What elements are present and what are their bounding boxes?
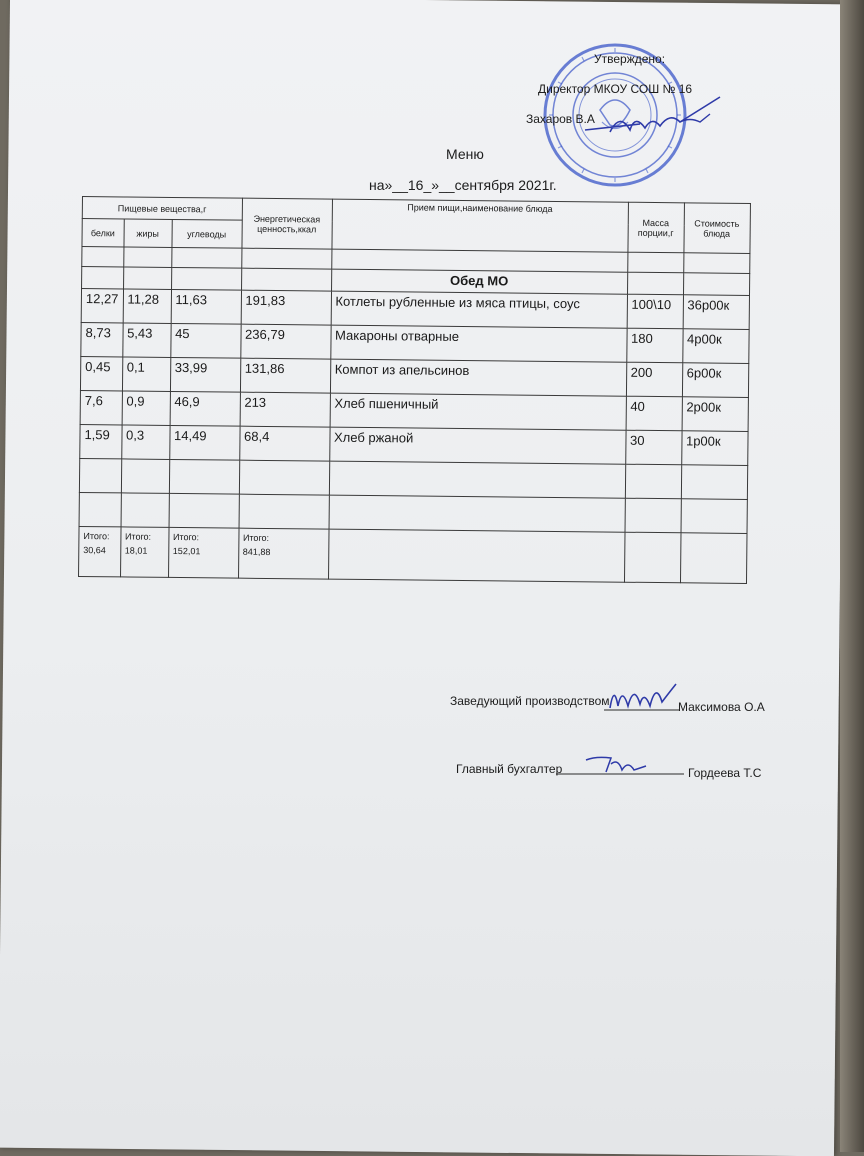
header-carbs: углеводы	[172, 219, 242, 248]
background-edge	[840, 0, 864, 1152]
menu-table	[78, 196, 750, 584]
cell-fat: 0,9	[122, 391, 170, 426]
production-manager-name: Максимова О.А	[678, 700, 765, 714]
cell-carbs: 45	[170, 323, 240, 358]
chief-accountant-name: Гордеева Т.С	[688, 766, 762, 780]
cell-protein: 0,45	[80, 356, 122, 390]
cell-energy: 131,86	[240, 358, 330, 393]
section-title: Обед МО	[331, 269, 627, 294]
cell-fat: 0,3	[121, 425, 169, 460]
cell-cost: 1р00к	[681, 431, 747, 466]
header-protein: белки	[82, 219, 124, 247]
menu-date: на»__16_»__сентября 2021г.	[369, 177, 557, 193]
cell-cost: 6р00к	[682, 363, 748, 398]
page-title: Меню	[446, 146, 484, 162]
director-signature	[580, 92, 730, 142]
total-label: Итого:	[83, 531, 110, 542]
total-protein-cell	[79, 526, 121, 576]
chief-accountant-signature	[556, 750, 686, 780]
cell-energy: 191,83	[241, 290, 331, 325]
cell-dish: Компот из апельсинов	[330, 359, 626, 396]
cell-protein: 8,73	[81, 322, 123, 356]
cell-fat: 5,43	[122, 323, 170, 358]
total-fat: 18,01	[124, 545, 148, 556]
header-fat: жиры	[124, 219, 172, 248]
cell-protein: 1,59	[80, 424, 122, 458]
total-fat-cell	[120, 527, 169, 577]
cell-mass: 40	[626, 396, 682, 431]
cell-fat: 11,28	[123, 289, 171, 324]
cell-energy: 68,4	[239, 426, 329, 461]
cell-protein: 7,6	[80, 390, 122, 424]
cell-mass: 180	[626, 328, 682, 363]
header-nutrients: Пищевые вещества,г	[82, 197, 242, 221]
total-label: Итого:	[172, 531, 200, 543]
header-energy: Энергетическая ценность,ккал	[242, 198, 333, 249]
cell-cost: 4р00к	[682, 329, 748, 364]
cell-carbs: 11,63	[171, 289, 241, 324]
total-label: Итого:	[242, 532, 270, 543]
totals-row	[79, 526, 747, 583]
production-manager-label: Заведующий производством	[450, 694, 610, 708]
cell-mass: 200	[626, 362, 682, 397]
cell-dish: Котлеты рубленные из мяса птицы, соус	[331, 291, 627, 328]
total-energy-cell	[238, 528, 329, 579]
total-energy: 841,88	[242, 546, 271, 557]
cell-cost: 36р00к	[683, 295, 749, 330]
director-name: Захаров В.А	[526, 112, 595, 126]
cell-dish: Хлеб ржаной	[329, 427, 625, 464]
cell-carbs: 14,49	[169, 425, 239, 460]
header-cost: Стоимость блюда	[683, 203, 750, 254]
cell-energy: 213	[240, 392, 330, 427]
cell-protein: 12,27	[81, 289, 123, 323]
cell-carbs: 33,99	[170, 357, 240, 392]
cell-mass: 100\10	[627, 294, 683, 329]
total-label: Итого:	[124, 531, 152, 542]
total-carbs-cell	[168, 527, 239, 578]
cell-cost: 2р00к	[682, 397, 748, 432]
cell-energy: 236,79	[240, 324, 330, 359]
header-mass: Масса порции,г	[627, 202, 684, 253]
chief-accountant-label: Главный бухгалтер	[456, 762, 563, 776]
total-protein: 30,64	[83, 545, 106, 556]
cell-fat: 0,1	[122, 357, 170, 392]
cell-mass: 30	[625, 430, 681, 465]
approved-label: Утверждено:	[594, 52, 666, 66]
header-meal: Прием пищи,наименование блюда	[332, 199, 629, 252]
cell-dish: Макароны отварные	[330, 325, 626, 362]
director-title: Директор МКОУ СОШ № 16	[538, 82, 693, 96]
production-manager-signature	[604, 676, 684, 716]
cell-carbs: 46,9	[170, 391, 240, 426]
cell-dish: Хлеб пшеничный	[330, 393, 626, 430]
total-carbs: 152,01	[172, 545, 201, 557]
